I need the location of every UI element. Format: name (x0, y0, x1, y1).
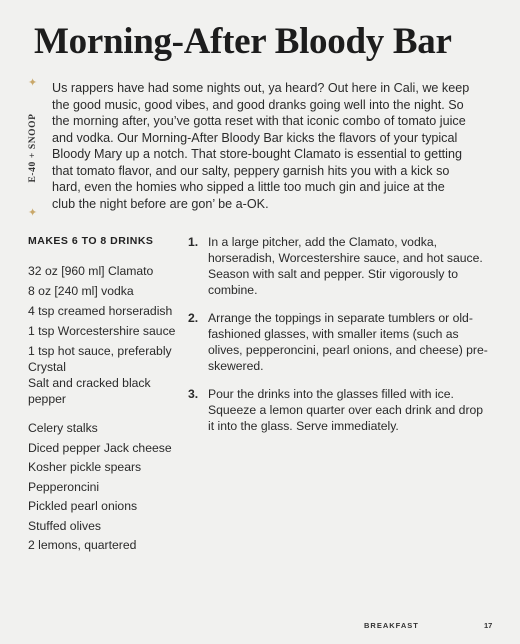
garnish-item: Pepperoncini (28, 480, 100, 494)
recipe-title: Morning-After Bloody Bar (34, 21, 452, 62)
method-step (188, 310, 488, 374)
attribution-sidebar (18, 74, 48, 224)
attribution-label: E-40 + SNOOP (28, 113, 38, 183)
ingredient-item: 4 tsp creamed horseradish (28, 304, 173, 318)
ingredient-item: 1 tsp Worcestershire sauce (28, 324, 176, 338)
step-number: 1. (188, 235, 199, 249)
diamond-ornament-icon: ✦ (28, 77, 38, 89)
method-step (188, 234, 488, 298)
intro-paragraph: Us rappers have had some nights out, ya heard? Out here in Cali, we keep the good music, good vibes, and good dranks going well into the night. So the morning after, you’ve gotta reset with that iconic combo of tomato juice and vodka. Our Morning-After Bloody Bar kicks the flavors of your typical Bloody Mary up a notch. That store-bought Clamato is essential to getting that tomato flavor, and our salty, peppery garnish hits you with a kick so hard, even the homies who sipped a little too much gin and juice at the club the night before are gon’ be a-OK. (52, 81, 470, 211)
step-number: 3. (188, 387, 199, 401)
garnish-item: Stuffed olives (28, 519, 101, 533)
garnish-item: Celery stalks (28, 421, 98, 435)
method-step (188, 386, 488, 434)
ingredient-item: 1 tsp hot sauce, preferably Crystal (28, 344, 172, 374)
garnish-item: Diced pepper Jack cheese (28, 441, 172, 455)
step-text: Arrange the toppings in separate tumblers or old-fashioned glasses, with smaller items (such as olives, pepperoncini, pearl onions, and cheese) pre-skewered. (208, 311, 488, 373)
diamond-ornament-icon: ✦ (28, 207, 38, 219)
page-number: 17 (484, 621, 493, 630)
step-text: Pour the drinks into the glasses filled with ice. Squeeze a lemon quarter over each drink and drop it into the glass. Serve immediately. (208, 387, 484, 433)
method-steps (188, 234, 488, 434)
garnish-item: 2 lemons, quartered (28, 538, 137, 552)
ingredient-item: Salt and cracked black pepper (28, 376, 151, 406)
step-text: In a large pitcher, add the Clamato, vodka, horseradish, Worcestershire sauce, and hot sauce. Season with salt and pepper. Stir vigorously to combine. (208, 235, 483, 297)
garnish-item: Kosher pickle spears (28, 460, 142, 474)
garnish-item: Pickled pearl onions (28, 499, 138, 513)
yield-heading: MAKES 6 TO 8 DRINKS (28, 235, 154, 247)
ingredient-item: 8 oz [240 ml] vodka (28, 284, 134, 298)
step-number: 2. (188, 311, 199, 325)
footer-section-label: BREAKFAST (364, 621, 419, 630)
ingredient-item: 32 oz [960 ml] Clamato (28, 264, 154, 278)
